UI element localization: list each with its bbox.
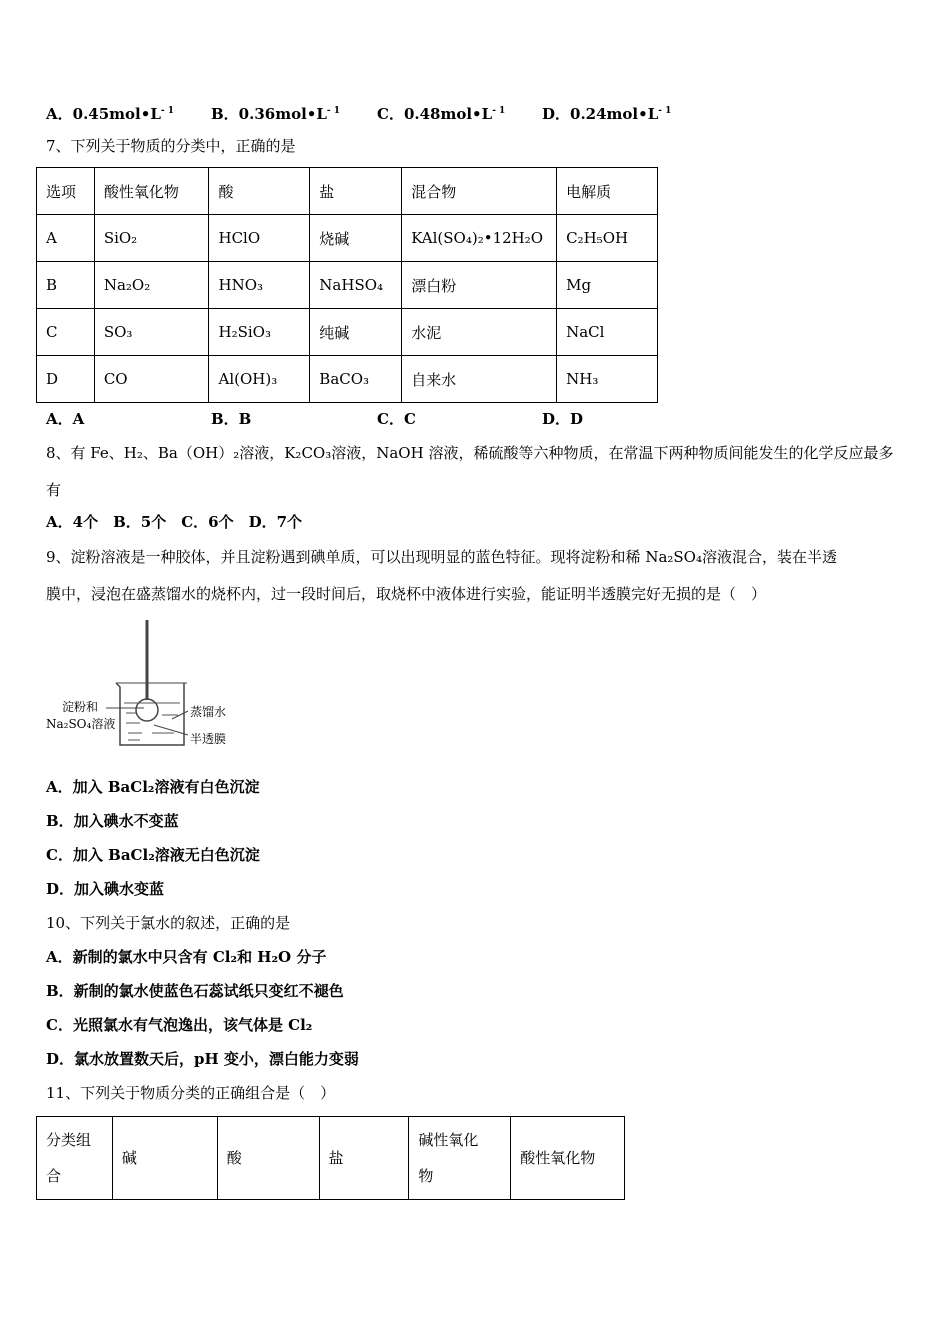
cell: D <box>37 356 95 403</box>
header-cell: 电解质 <box>557 168 658 215</box>
q9-stem-line1: 9、淀粉溶液是一种胶体，并且淀粉遇到碘单质，可以出现明显的蓝色特征。现将淀粉和稀 Na₂SO₄溶液混合，装在半透 <box>46 548 837 566</box>
cell: Al(OH)₃ <box>209 356 310 403</box>
q8-stem-line1: 8、有 Fe、H₂、Ba（OH）₂溶液，K₂CO₃溶液，NaOH 溶液，稀硫酸等六种物质，在常温下两种物质间能发生的化学反应最多 <box>46 444 894 462</box>
figure-label-membrane: 半透膜 <box>190 732 227 746</box>
table-row <box>37 356 658 403</box>
cell: C₂H₅OH <box>557 215 658 262</box>
header-cell: 盐 <box>319 1117 409 1200</box>
q10-stem: 10、下列关于氯水的叙述，正确的是 <box>46 914 291 932</box>
cell: BaCO₃ <box>310 356 402 403</box>
q9-stem-line2: 膜中，浸泡在盛蒸馏水的烧杯内，过一段时间后，取烧杯中液体进行实验，能证明半透膜完好无损的是（ ） <box>46 585 767 603</box>
q8-stem-line2: 有 <box>46 481 62 499</box>
cell: Mg <box>557 262 658 309</box>
q6-option-a: A．$0.45mol•L^{- 1}$ <box>46 105 175 123</box>
cell: NaHSO₄ <box>310 262 402 309</box>
header-cell: 分类组合 <box>37 1117 113 1200</box>
q10-option-a: A．新制的氯水中只含有 Cl₂和 H₂O 分子 <box>46 948 327 966</box>
cell: C <box>37 309 95 356</box>
cell: B <box>37 262 95 309</box>
q6-option-d: D．$0.24mol•L^{- 1}$ <box>542 105 672 123</box>
q7-option-d: D．D <box>542 410 584 428</box>
figure-label-water: 蒸馏水 <box>190 705 227 719</box>
header-cell: 碱 <box>112 1117 217 1200</box>
cell: HNO₃ <box>209 262 310 309</box>
q9-option-d: D．加入碘水变蓝 <box>46 880 165 898</box>
figure-label-starch: 淀粉和 <box>62 700 99 714</box>
header-cell: 酸 <box>209 168 310 215</box>
cell: CO <box>94 356 209 403</box>
header-cell: 碱性氧化物 <box>409 1117 511 1200</box>
cell: 漂白粉 <box>402 262 557 309</box>
q11-table <box>36 1116 625 1200</box>
cell: NH₃ <box>557 356 658 403</box>
table-row <box>37 262 658 309</box>
q7-option-a: A．A <box>46 410 85 428</box>
table-header-row <box>37 1117 625 1200</box>
cell: KAl(SO₄)₂•12H₂O <box>402 215 557 262</box>
cell: SiO₂ <box>94 215 209 262</box>
q10-option-b: B．新制的氯水使蓝色石蕊试纸只变红不褪色 <box>46 982 344 1000</box>
q8-options: A．4个 B．5个 C．6个 D．7个 <box>46 513 303 531</box>
table-header-row <box>37 168 658 215</box>
q9-option-a: A．加入 BaCl₂溶液有白色沉淀 <box>46 778 260 796</box>
cell: 水泥 <box>402 309 557 356</box>
q7-option-b: B．B <box>211 410 252 428</box>
cell: 纯碱 <box>310 309 402 356</box>
cell: H₂SiO₃ <box>209 309 310 356</box>
q7-table <box>36 167 658 403</box>
header-cell: 酸 <box>217 1117 319 1200</box>
header-cell: 酸性氧化物 <box>511 1117 625 1200</box>
q7-stem: 7、下列关于物质的分类中，正确的是 <box>46 137 296 155</box>
q6-option-b: B．$0.36mol•L^{- 1}$ <box>211 105 341 123</box>
table-row <box>37 309 658 356</box>
q10-option-d: D．氯水放置数天后，pH 变小，漂白能力变弱 <box>46 1050 359 1068</box>
table-row <box>37 215 658 262</box>
figure-label-solution: Na₂SO₄溶液 <box>46 717 116 731</box>
q6-option-c: C．$0.48mol•L^{- 1}$ <box>377 105 506 123</box>
cell: SO₃ <box>94 309 209 356</box>
q10-option-c: C．光照氯水有气泡逸出，该气体是 Cl₂ <box>46 1016 313 1034</box>
header-cell: 混合物 <box>402 168 557 215</box>
q9-option-b: B．加入碘水不变蓝 <box>46 812 179 830</box>
cell: 烧碱 <box>310 215 402 262</box>
q11-stem: 11、下列关于物质分类的正确组合是（ ） <box>46 1084 336 1102</box>
q7-option-c: C．C <box>377 410 416 428</box>
header-cell: 酸性氧化物 <box>94 168 209 215</box>
q9-option-c: C．加入 BaCl₂溶液无白色沉淀 <box>46 846 260 864</box>
cell: Na₂O₂ <box>94 262 209 309</box>
cell: NaCl <box>557 309 658 356</box>
cell: HClO <box>209 215 310 262</box>
cell: 自来水 <box>402 356 557 403</box>
beaker-figure <box>44 615 244 750</box>
header-cell: 选项 <box>37 168 95 215</box>
cell: A <box>37 215 95 262</box>
header-cell: 盐 <box>310 168 402 215</box>
